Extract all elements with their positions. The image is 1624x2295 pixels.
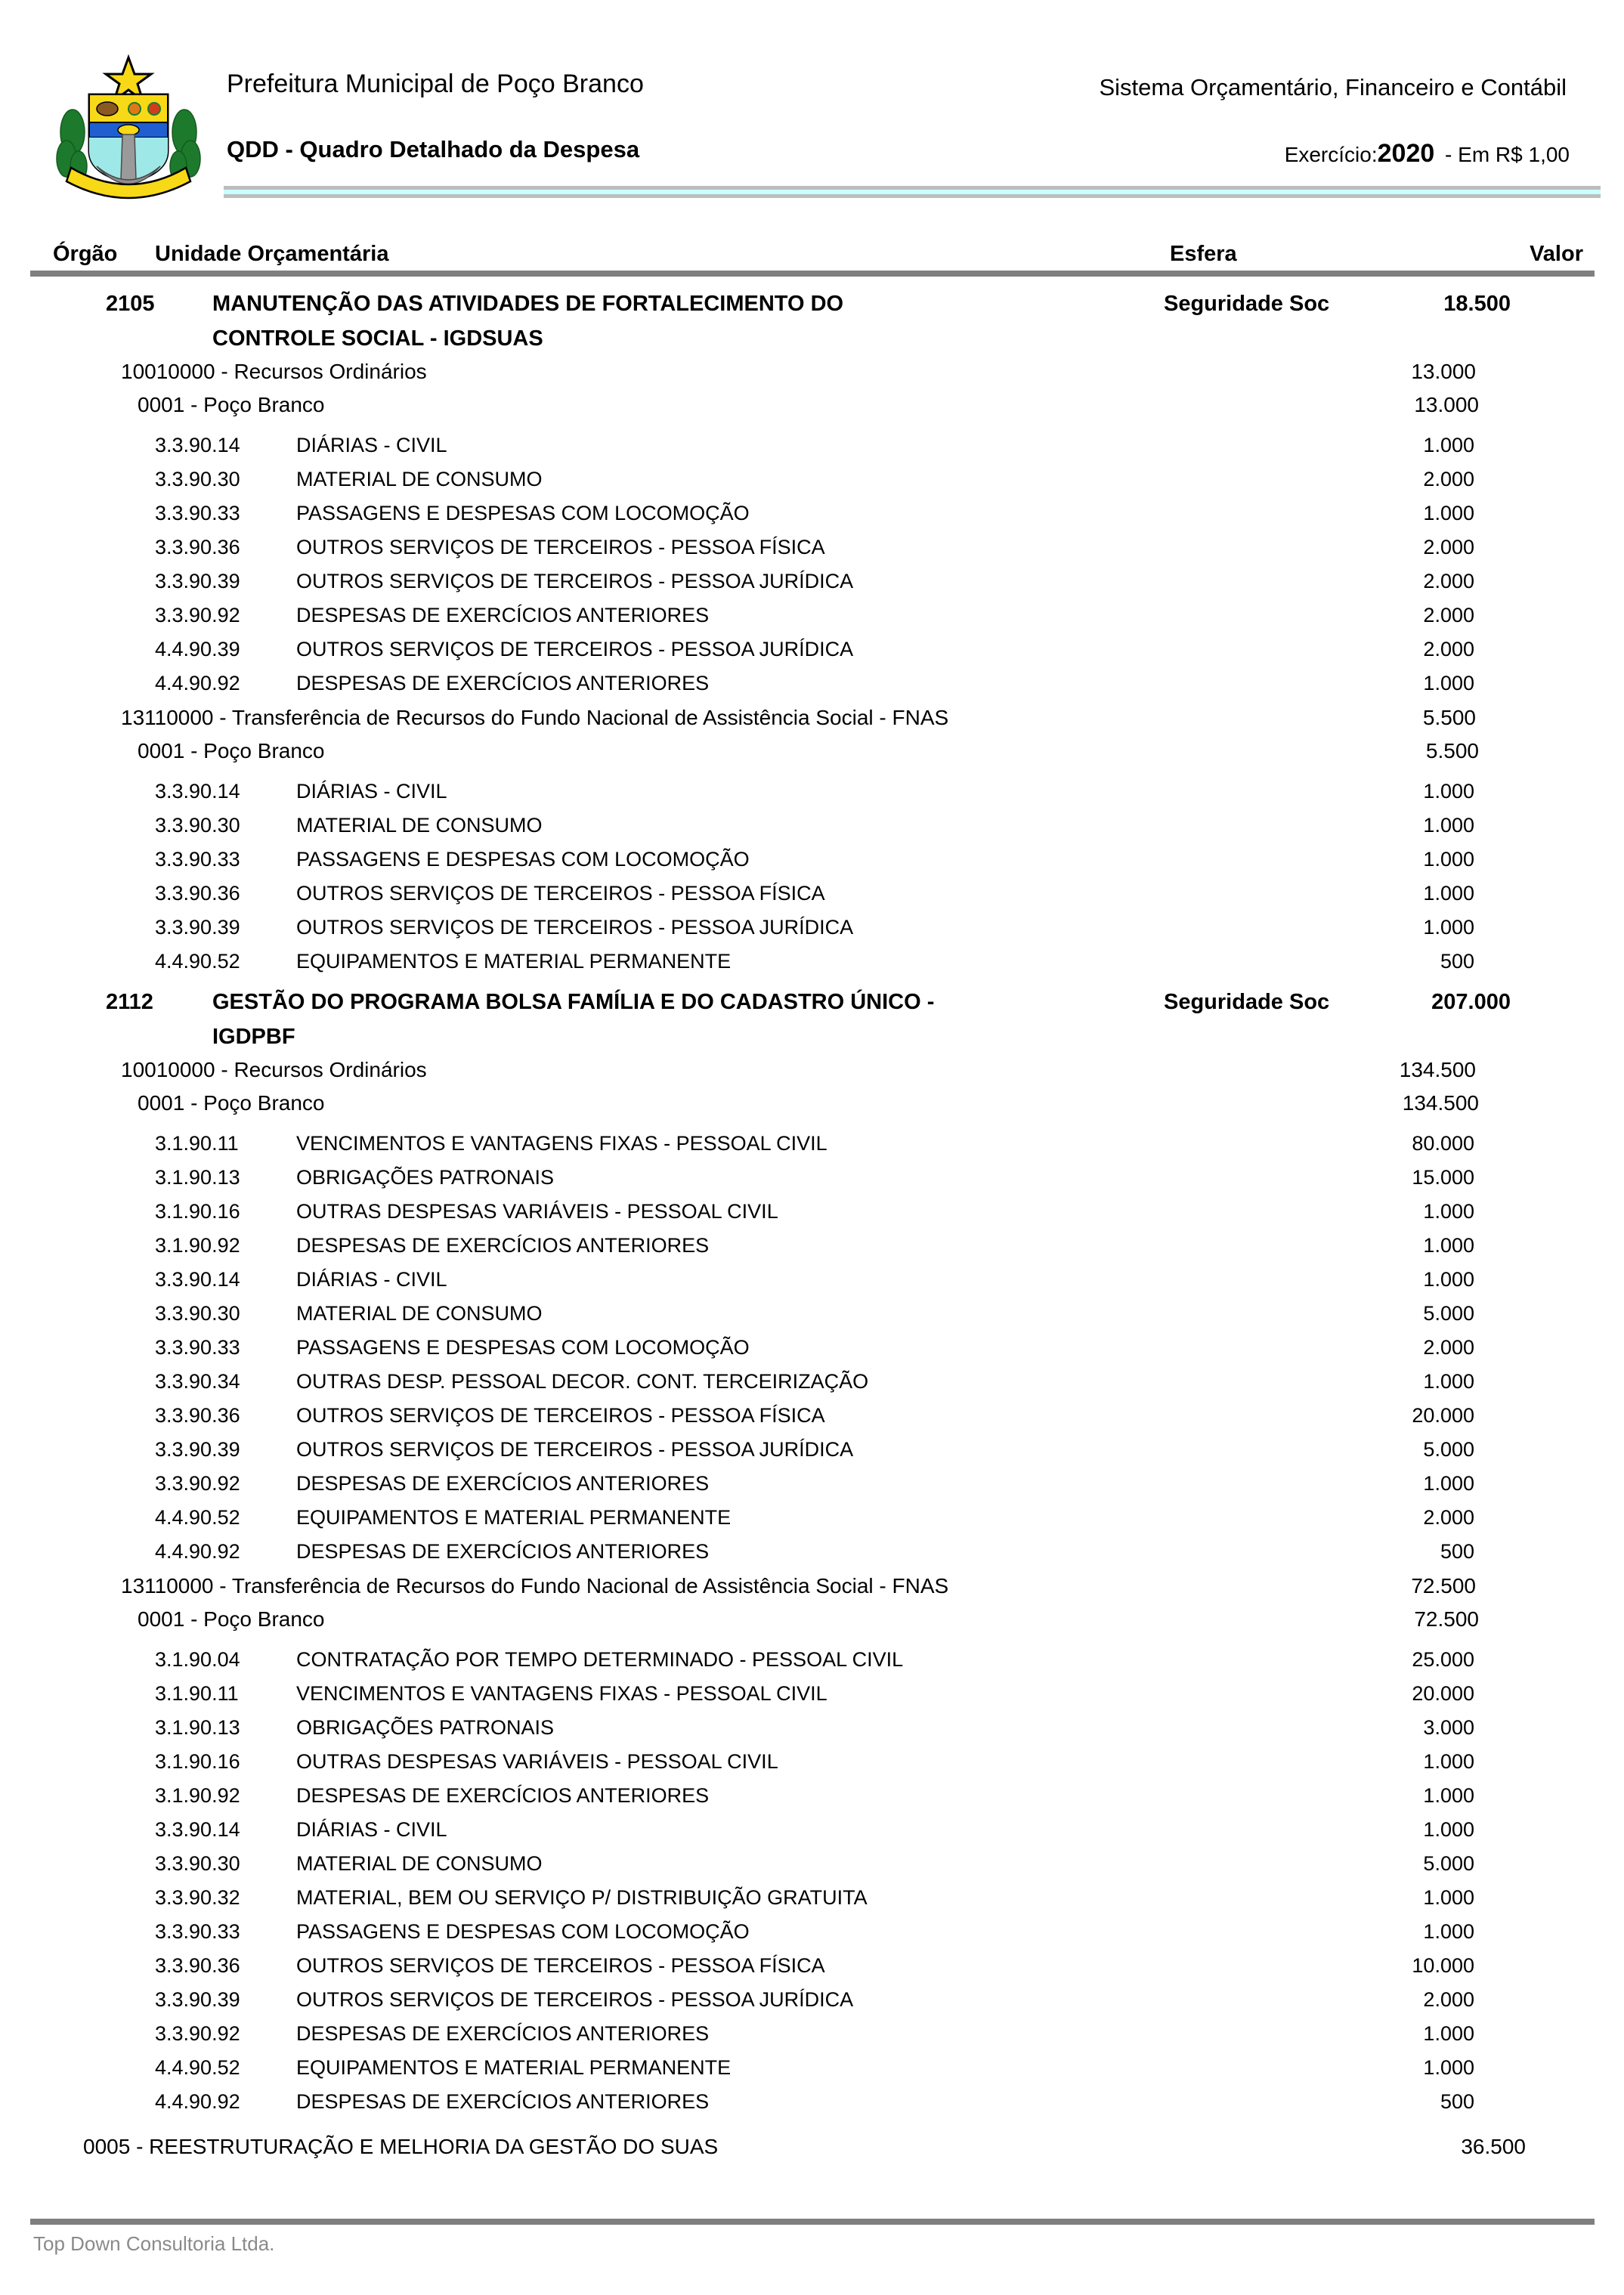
expense-row	[0, 1166, 1624, 1200]
expense-row	[0, 1886, 1624, 1920]
expense-row	[0, 1200, 1624, 1234]
expense-description: OUTROS SERVIÇOS DE TERCEIROS - PESSOA JURÍDICA	[296, 638, 854, 660]
expense-valor: 15.000	[1412, 1166, 1474, 1189]
municipal-coat-of-arms-logo	[50, 53, 207, 206]
funding-source-label: 10010000 - Recursos Ordinários	[121, 1058, 427, 1081]
locality-row	[0, 1607, 1624, 1641]
funding-source-row	[0, 360, 1624, 393]
expense-description: OUTROS SERVIÇOS DE TERCEIROS - PESSOA JURÍDICA	[296, 916, 854, 939]
expense-description: PASSAGENS E DESPESAS COM LOCOMOÇÃO	[296, 848, 750, 871]
funding-source-label: 10010000 - Recursos Ordinários	[121, 360, 427, 383]
expense-valor: 80.000	[1412, 1132, 1474, 1155]
expense-code: 3.3.90.14	[155, 780, 240, 803]
expense-description: OUTROS SERVIÇOS DE TERCEIROS - PESSOA JURÍDICA	[296, 570, 854, 592]
expense-description: MATERIAL DE CONSUMO	[296, 1852, 543, 1875]
expense-valor: 20.000	[1412, 1404, 1474, 1427]
expense-description: PASSAGENS E DESPESAS COM LOCOMOÇÃO	[296, 1336, 750, 1359]
expense-valor: 3.000	[1423, 1716, 1474, 1739]
expense-description: EQUIPAMENTOS E MATERIAL PERMANENTE	[296, 1506, 732, 1529]
expense-description: DIÁRIAS - CIVIL	[296, 434, 447, 456]
expense-row	[0, 604, 1624, 638]
report-body	[0, 286, 1624, 2169]
expense-code: 3.3.90.32	[155, 1886, 240, 1909]
expense-valor: 1.000	[1423, 1200, 1474, 1223]
locality-label: 0001 - Poço Branco	[138, 393, 325, 416]
funding-source-valor: 72.500	[1411, 1574, 1476, 1598]
expense-code: 3.3.90.92	[155, 604, 240, 626]
expense-row	[0, 848, 1624, 882]
column-header-unidade: Unidade Orçamentária	[155, 242, 389, 266]
expense-valor: 1.000	[1423, 780, 1474, 803]
expense-description: EQUIPAMENTOS E MATERIAL PERMANENTE	[296, 950, 732, 973]
section-title-line1: MANUTENÇÃO DAS ATIVIDADES DE FORTALECIMENTO DO	[212, 292, 844, 316]
expense-description: MATERIAL DE CONSUMO	[296, 1302, 543, 1325]
expense-description: PASSAGENS E DESPESAS COM LOCOMOÇÃO	[296, 502, 750, 524]
expense-code: 3.3.90.30	[155, 468, 240, 490]
expense-row	[0, 780, 1624, 814]
expense-valor: 2.000	[1423, 1506, 1474, 1529]
expense-description: OBRIGAÇÕES PATRONAIS	[296, 1716, 555, 1739]
expense-description: MATERIAL DE CONSUMO	[296, 814, 543, 837]
expense-row	[0, 1268, 1624, 1302]
expense-row	[0, 1818, 1624, 1852]
expense-valor: 1.000	[1423, 2056, 1474, 2079]
expense-code: 3.3.90.36	[155, 882, 240, 905]
expense-description: DESPESAS DE EXERCÍCIOS ANTERIORES	[296, 1472, 710, 1495]
expense-valor: 2.000	[1423, 638, 1474, 660]
report-title: QDD - Quadro Detalhado da Despesa	[227, 136, 640, 162]
expense-row	[0, 1540, 1624, 1574]
expense-description: OUTRAS DESPESAS VARIÁVEIS - PESSOAL CIVIL	[296, 1750, 778, 1773]
locality-label: 0001 - Poço Branco	[138, 739, 325, 762]
funding-source-valor: 5.500	[1422, 706, 1476, 729]
expense-row	[0, 1920, 1624, 1954]
expense-row	[0, 950, 1624, 984]
expense-code: 3.1.90.13	[155, 1166, 240, 1189]
action-section	[0, 990, 1624, 2124]
section-esfera: Seguridade Soc	[1164, 292, 1330, 316]
expense-code: 4.4.90.39	[155, 638, 240, 660]
expense-valor: 1.000	[1423, 434, 1474, 456]
expense-description: OUTROS SERVIÇOS DE TERCEIROS - PESSOA FÍSICA	[296, 882, 825, 905]
expense-row	[0, 1370, 1624, 1404]
expense-description: DIÁRIAS - CIVIL	[296, 1818, 447, 1841]
expense-code: 3.1.90.13	[155, 1716, 240, 1739]
expense-row	[0, 1784, 1624, 1818]
expense-code: 3.3.90.36	[155, 536, 240, 558]
column-header-valor: Valor	[1530, 242, 1583, 266]
expense-rows	[0, 780, 1624, 984]
expense-valor: 1.000	[1423, 1886, 1474, 1909]
expense-valor: 1.000	[1423, 1920, 1474, 1943]
expense-rows	[0, 1648, 1624, 2124]
header-rule	[30, 271, 1595, 277]
expense-code: 3.1.90.11	[155, 1132, 239, 1155]
expense-row	[0, 502, 1624, 536]
exercise-label: Exercício:	[1284, 143, 1378, 166]
section-header-row2	[0, 326, 1624, 360]
expense-code: 3.3.90.33	[155, 502, 240, 524]
expense-description: OUTROS SERVIÇOS DE TERCEIROS - PESSOA JURÍDICA	[296, 1988, 854, 2011]
expense-valor: 5.000	[1423, 1302, 1474, 1325]
funding-source-block	[0, 706, 1624, 984]
expense-description: DESPESAS DE EXERCÍCIOS ANTERIORES	[296, 2022, 710, 2045]
section-blocks	[0, 1058, 1624, 2124]
expense-code: 3.3.90.30	[155, 1852, 240, 1875]
footer-company: Top Down Consultoria Ltda.	[33, 2232, 275, 2255]
funding-source-valor: 13.000	[1411, 360, 1476, 383]
funding-source-block	[0, 360, 1624, 706]
expense-code: 4.4.90.52	[155, 1506, 240, 1529]
expense-code: 4.4.90.52	[155, 950, 240, 973]
expense-code: 3.3.90.39	[155, 1988, 240, 2011]
expense-description: DESPESAS DE EXERCÍCIOS ANTERIORES	[296, 1234, 710, 1257]
expense-valor: 1.000	[1423, 916, 1474, 939]
section-title-line2: IGDPBF	[212, 1025, 295, 1049]
expense-description: MATERIAL, BEM OU SERVIÇO P/ DISTRIBUIÇÃO GRATUITA	[296, 1886, 868, 1909]
expense-rows	[0, 1132, 1624, 1574]
expense-valor: 1.000	[1423, 1370, 1474, 1393]
expense-code: 3.3.90.39	[155, 570, 240, 592]
expense-row	[0, 882, 1624, 916]
section-title-line1: GESTÃO DO PROGRAMA BOLSA FAMÍLIA E DO CADASTRO ÚNICO -	[212, 990, 935, 1014]
section-code: 2105	[106, 292, 155, 316]
expense-description: DESPESAS DE EXERCÍCIOS ANTERIORES	[296, 2090, 710, 2113]
expense-valor: 1.000	[1423, 814, 1474, 837]
expense-row	[0, 1404, 1624, 1438]
band-gray-bottom	[224, 194, 1601, 198]
expense-valor: 500	[1440, 1540, 1474, 1563]
locality-row	[0, 393, 1624, 426]
expense-valor: 1.000	[1423, 2022, 1474, 2045]
expense-valor: 1.000	[1423, 1268, 1474, 1291]
expense-valor: 2.000	[1423, 536, 1474, 558]
expense-valor: 5.000	[1423, 1438, 1474, 1461]
subaction-label: 0005 - REESTRUTURAÇÃO E MELHORIA DA GESTÃO DO SUAS	[83, 2135, 719, 2158]
expense-valor: 20.000	[1412, 1682, 1474, 1705]
expense-code: 3.3.90.14	[155, 434, 240, 456]
expense-description: OBRIGAÇÕES PATRONAIS	[296, 1166, 555, 1189]
expense-code: 3.1.90.16	[155, 1750, 240, 1773]
expense-valor: 1.000	[1423, 1818, 1474, 1841]
section-code: 2112	[106, 990, 153, 1014]
expense-row	[0, 916, 1624, 950]
section-valor: 18.500	[1443, 292, 1511, 316]
funding-source-row	[0, 706, 1624, 739]
expense-valor: 1.000	[1423, 1784, 1474, 1807]
expense-row	[0, 1472, 1624, 1506]
exercise-suffix: - Em R$ 1,00	[1445, 143, 1570, 166]
expense-code: 3.3.90.39	[155, 916, 240, 939]
action-section	[0, 292, 1624, 984]
expense-code: 3.3.90.33	[155, 848, 240, 871]
expense-row	[0, 1716, 1624, 1750]
section-valor: 207.000	[1431, 990, 1511, 1014]
expense-valor: 1.000	[1423, 1234, 1474, 1257]
expense-valor: 1.000	[1423, 672, 1474, 694]
expense-code: 3.3.90.14	[155, 1818, 240, 1841]
locality-label: 0001 - Poço Branco	[138, 1091, 325, 1115]
section-header-row2	[0, 1025, 1624, 1058]
locality-valor: 72.500	[1414, 1607, 1479, 1631]
expense-code: 4.4.90.92	[155, 2090, 240, 2113]
funding-source-row	[0, 1058, 1624, 1091]
section-blocks	[0, 360, 1624, 984]
expense-valor: 2.000	[1423, 1336, 1474, 1359]
subaction-row	[0, 2135, 1624, 2169]
locality-valor: 13.000	[1414, 393, 1479, 416]
expense-description: OUTRAS DESP. PESSOAL DECOR. CONT. TERCEIRIZAÇÃO	[296, 1370, 869, 1393]
expense-description: OUTROS SERVIÇOS DE TERCEIROS - PESSOA FÍSICA	[296, 536, 825, 558]
expense-valor: 2.000	[1423, 604, 1474, 626]
expense-valor: 1.000	[1423, 1750, 1474, 1773]
column-header-esfera: Esfera	[1170, 242, 1237, 266]
expense-description: DESPESAS DE EXERCÍCIOS ANTERIORES	[296, 604, 710, 626]
funding-source-valor: 134.500	[1399, 1058, 1476, 1081]
locality-valor: 134.500	[1402, 1091, 1479, 1115]
expense-code: 3.3.90.39	[155, 1438, 240, 1461]
funding-source-block	[0, 1058, 1624, 1574]
funding-source-label: 13110000 - Transferência de Recursos do Fundo Nacional de Assistência Social - FNAS	[121, 1574, 949, 1598]
expense-code: 3.3.90.34	[155, 1370, 240, 1393]
expense-description: EQUIPAMENTOS E MATERIAL PERMANENTE	[296, 2056, 732, 2079]
entity-name: Prefeitura Municipal de Poço Branco	[227, 70, 644, 98]
exercise-year: 2020	[1377, 139, 1435, 168]
subaction-valor: 36.500	[1461, 2135, 1526, 2158]
expense-row	[0, 1988, 1624, 2022]
expense-rows	[0, 434, 1624, 706]
expense-row	[0, 1336, 1624, 1370]
expense-description: DESPESAS DE EXERCÍCIOS ANTERIORES	[296, 1540, 710, 1563]
locality-row	[0, 1091, 1624, 1124]
expense-valor: 2.000	[1423, 570, 1474, 592]
expense-code: 4.4.90.52	[155, 2056, 240, 2079]
expense-description: VENCIMENTOS E VANTAGENS FIXAS - PESSOAL CIVIL	[296, 1132, 827, 1155]
expense-code: 3.3.90.30	[155, 1302, 240, 1325]
exercise-line	[1285, 139, 1570, 169]
expense-row	[0, 638, 1624, 672]
expense-description: VENCIMENTOS E VANTAGENS FIXAS - PESSOAL CIVIL	[296, 1682, 827, 1705]
funding-source-block	[0, 1574, 1624, 2124]
expense-row	[0, 434, 1624, 468]
expense-row	[0, 570, 1624, 604]
section-header-row	[0, 990, 1624, 1025]
system-name: Sistema Orçamentário, Financeiro e Contábil	[1099, 74, 1567, 101]
expense-code: 3.3.90.14	[155, 1268, 240, 1291]
expense-row	[0, 1438, 1624, 1472]
expense-code: 3.1.90.11	[155, 1682, 239, 1705]
expense-valor: 2.000	[1423, 468, 1474, 490]
expense-code: 3.3.90.33	[155, 1920, 240, 1943]
section-esfera: Seguridade Soc	[1164, 990, 1330, 1014]
expense-description: MATERIAL DE CONSUMO	[296, 468, 543, 490]
expense-row	[0, 2056, 1624, 2090]
expense-row	[0, 1954, 1624, 1988]
expense-row	[0, 1682, 1624, 1716]
expense-description: PASSAGENS E DESPESAS COM LOCOMOÇÃO	[296, 1920, 750, 1943]
expense-description: DIÁRIAS - CIVIL	[296, 780, 447, 803]
expense-valor: 500	[1440, 2090, 1474, 2113]
expense-valor: 1.000	[1423, 848, 1474, 871]
expense-row	[0, 2090, 1624, 2124]
expense-code: 4.4.90.92	[155, 1540, 240, 1563]
expense-row	[0, 1750, 1624, 1784]
locality-label: 0001 - Poço Branco	[138, 1607, 325, 1631]
expense-row	[0, 672, 1624, 706]
expense-row	[0, 1648, 1624, 1682]
footer-rule	[30, 2219, 1595, 2225]
expense-code: 3.3.90.92	[155, 2022, 240, 2045]
expense-valor: 1.000	[1423, 1472, 1474, 1495]
expense-code: 3.1.90.92	[155, 1234, 240, 1257]
expense-row	[0, 468, 1624, 502]
expense-code: 3.3.90.36	[155, 1954, 240, 1977]
section-header-row	[0, 292, 1624, 326]
expense-row	[0, 1234, 1624, 1268]
expense-description: DIÁRIAS - CIVIL	[296, 1268, 447, 1291]
expense-description: OUTROS SERVIÇOS DE TERCEIROS - PESSOA FÍSICA	[296, 1404, 825, 1427]
expense-description: OUTROS SERVIÇOS DE TERCEIROS - PESSOA FÍSICA	[296, 1954, 825, 1977]
expense-valor: 10.000	[1412, 1954, 1474, 1977]
expense-row	[0, 1506, 1624, 1540]
expense-code: 3.1.90.04	[155, 1648, 240, 1671]
header-divider-band	[224, 186, 1601, 198]
expense-code: 3.1.90.92	[155, 1784, 240, 1807]
expense-code: 3.3.90.92	[155, 1472, 240, 1495]
expense-valor: 25.000	[1412, 1648, 1474, 1671]
expense-code: 3.3.90.36	[155, 1404, 240, 1427]
funding-source-row	[0, 1574, 1624, 1607]
section-title-line2: CONTROLE SOCIAL - IGDSUAS	[212, 326, 543, 351]
expense-row	[0, 814, 1624, 848]
expense-valor: 500	[1440, 950, 1474, 973]
locality-valor: 5.500	[1425, 739, 1479, 762]
funding-source-label: 13110000 - Transferência de Recursos do Fundo Nacional de Assistência Social - FNAS	[121, 706, 949, 729]
expense-code: 3.1.90.16	[155, 1200, 240, 1223]
expense-description: OUTRAS DESPESAS VARIÁVEIS - PESSOAL CIVIL	[296, 1200, 778, 1223]
expense-code: 4.4.90.92	[155, 672, 240, 694]
locality-row	[0, 739, 1624, 772]
table-column-headers	[0, 242, 1624, 272]
expense-valor: 1.000	[1423, 882, 1474, 905]
expense-row	[0, 1302, 1624, 1336]
expense-valor: 5.000	[1423, 1852, 1474, 1875]
expense-description: CONTRATAÇÃO POR TEMPO DETERMINADO - PESSOAL CIVIL	[296, 1648, 904, 1671]
expense-row	[0, 1132, 1624, 1166]
expense-description: DESPESAS DE EXERCÍCIOS ANTERIORES	[296, 672, 710, 694]
column-header-orgao: Órgão	[53, 242, 118, 266]
expense-code: 3.3.90.33	[155, 1336, 240, 1359]
expense-description: DESPESAS DE EXERCÍCIOS ANTERIORES	[296, 1784, 710, 1807]
expense-row	[0, 2022, 1624, 2056]
expense-description: OUTROS SERVIÇOS DE TERCEIROS - PESSOA JURÍDICA	[296, 1438, 854, 1461]
expense-valor: 2.000	[1423, 1988, 1474, 2011]
expense-code: 3.3.90.30	[155, 814, 240, 837]
expense-row	[0, 1852, 1624, 1886]
expense-valor: 1.000	[1423, 502, 1474, 524]
expense-row	[0, 536, 1624, 570]
